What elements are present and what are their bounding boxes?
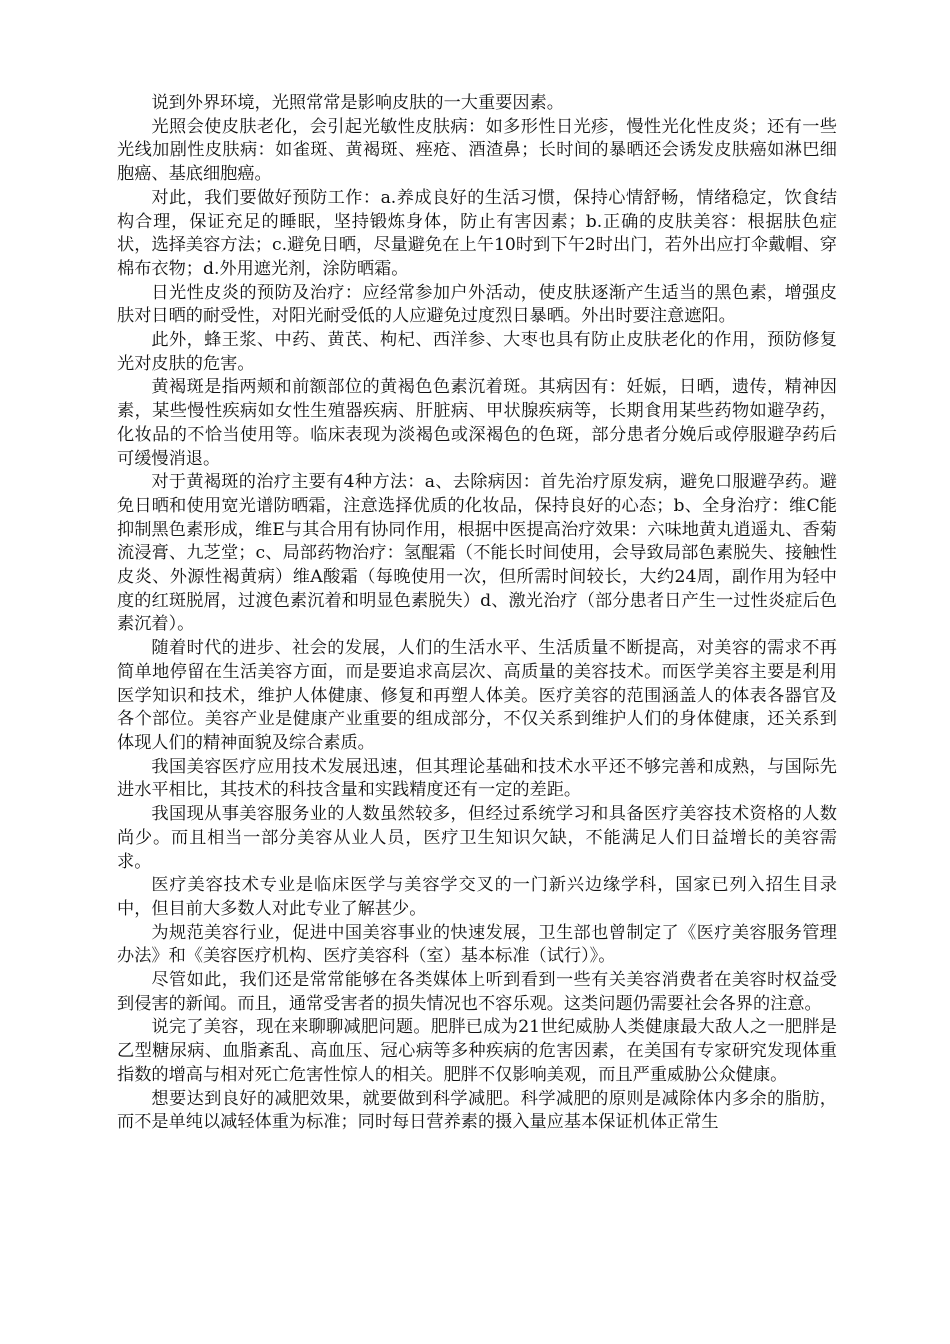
paragraph-7: 对于黄褐斑的治疗主要有4种方法：a、去除病因：首先治疗原发病，避免口服避孕药。避免日晒和使用宽光谱防晒霜，注意选择优质的化妆品，保持良好的心态；b、全身治疗：维C能抑制黑色素形成，维E与其合用有协同作用，根据中医提高治疗效果：六味地黄丸逍遥丸、香菊流浸膏、九芝堂；c、局部药物治疗：氢醌霜（不能长时间使用，会导致局部色素脱失、接触性皮炎、外源性褐黄病）维A酸霜（每晚使用一次，但所需时间较长，大约24周，副作用为轻中度的红斑脱屑，过渡色素沉着和明显色素脱失）d、激光治疗（部分患者日产生一过性炎症后色素沉着）。: [117, 472, 837, 635]
paragraph-15: 想要达到良好的减肥效果，就要做到科学减肥。科学减肥的原则是减除体内多余的脂肪，而不是单纯以减轻体重为标准；同时每日营养素的摄入量应基本保证机体正常生: [117, 1088, 837, 1133]
paragraph-10: 我国现从事美容服务业的人数虽然较多，但经过系统学习和具备医疗美容技术资格的人数尚少。而且相当一部分美容从业人员，医疗卫生知识欠缺，不能满足人们日益增长的美容需求。: [117, 804, 837, 872]
paragraph-4: 日光性皮炎的预防及治疗：应经常参加户外活动，使皮肤逐渐产生适当的黑色素，增强皮肤对日晒的耐受性，对阳光耐受低的人应避免过度烈日暴晒。外出时要注意遮阳。: [117, 282, 837, 327]
paragraph-8: 随着时代的进步、社会的发展，人们的生活水平、生活质量不断提高，对美容的需求不再简单地停留在生活美容方面，而是要追求高层次、高质量的美容技术。而医学美容主要是利用医学知识和技术，维护人体健康、修复和再塑人体美。医疗美容的范围涵盖人的体表各器官及各个部位。美容产业是健康产业重要的组成部分，不仅关系到维护人们的身体健康，还关系到体现人们的精神面貌及综合素质。: [117, 638, 837, 753]
paragraph-6: 黄褐斑是指两颊和前额部位的黄褐色色素沉着斑。其病因有：妊娠，日晒，遗传，精神因素，某些慢性疾病如女性生殖器疾病、肝脏病、甲状腺疾病等，长期食用某些药物如避孕药，化妆品的不恰当使用等。临床表现为淡褐色或深褐色的色斑，部分患者分娩后或停服避孕药后可缓慢消退。: [117, 377, 837, 469]
paragraph-12: 为规范美容行业，促进中国美容事业的快速发展，卫生部也曾制定了《医疗美容服务管理办法》和《美容医疗机构、医疗美容科（室）基本标准（试行）》。: [117, 922, 837, 967]
paragraph-9: 我国美容医疗应用技术发展迅速，但其理论基础和技术水平还不够完善和成熟，与国际先进水平相比，其技术的科技含量和实践精度还有一定的差距。: [117, 756, 837, 801]
paragraph-1: 说到外界环境，光照常常是影响皮肤的一大重要因素。: [151, 93, 564, 113]
document-body: [117, 92, 837, 1135]
paragraph-14: 说完了美容，现在来聊聊减肥问题。肥胖已成为21世纪威胁人类健康最大敌人之一肥胖是乙型糖尿病、血脂紊乱、高血压、冠心病等多种疾病的危害因素，在美国有专家研究发现体重指数的增高与相对死亡危害性惊人的相关。肥胖不仅影响美观，而且严重威胁公众健康。: [117, 1017, 837, 1085]
paragraph-2: 光照会使皮肤老化，会引起光敏性皮肤病：如多形性日光疹，慢性光化性皮炎；还有一些光线加剧性皮肤病：如雀斑、黄褐斑、痤疮、酒渣鼻；长时间的暴晒还会诱发皮肤癌如淋巴细胞癌、基底细胞癌。: [117, 116, 837, 185]
paragraph-5: 此外，蜂王浆、中药、黄芪、枸杞、西洋参、大枣也具有防止皮肤老化的作用，预防修复光对皮肤的危害。: [117, 330, 837, 374]
paragraph-13: 尽管如此，我们还是常常能够在各类媒体上听到看到一些有关美容消费者在美容时权益受到侵害的新闻。而且，通常受害者的损失情况也不容乐观。这类问题仍需要社会各界的注意。: [117, 970, 837, 1014]
paragraph-3: 对此，我们要做好预防工作：a.养成良好的生活习惯，保持心情舒畅，情绪稳定，饮食结构合理，保证充足的睡眠，坚持锻炼身体，防止有害因素；b.正确的皮肤美容：根据肤色症状，选择美容方法；c.避免日晒，尽量避免在上午10时到下午2时出门，若外出应打伞戴帽、穿棉布衣物；d.外用遮光剂，涂防晒霜。: [117, 187, 837, 279]
paragraph-11: 医疗美容技术专业是临床医学与美容学交叉的一门新兴边缘学科，国家已列入招生目录中，但目前大多数人对此专业了解甚少。: [117, 875, 837, 919]
